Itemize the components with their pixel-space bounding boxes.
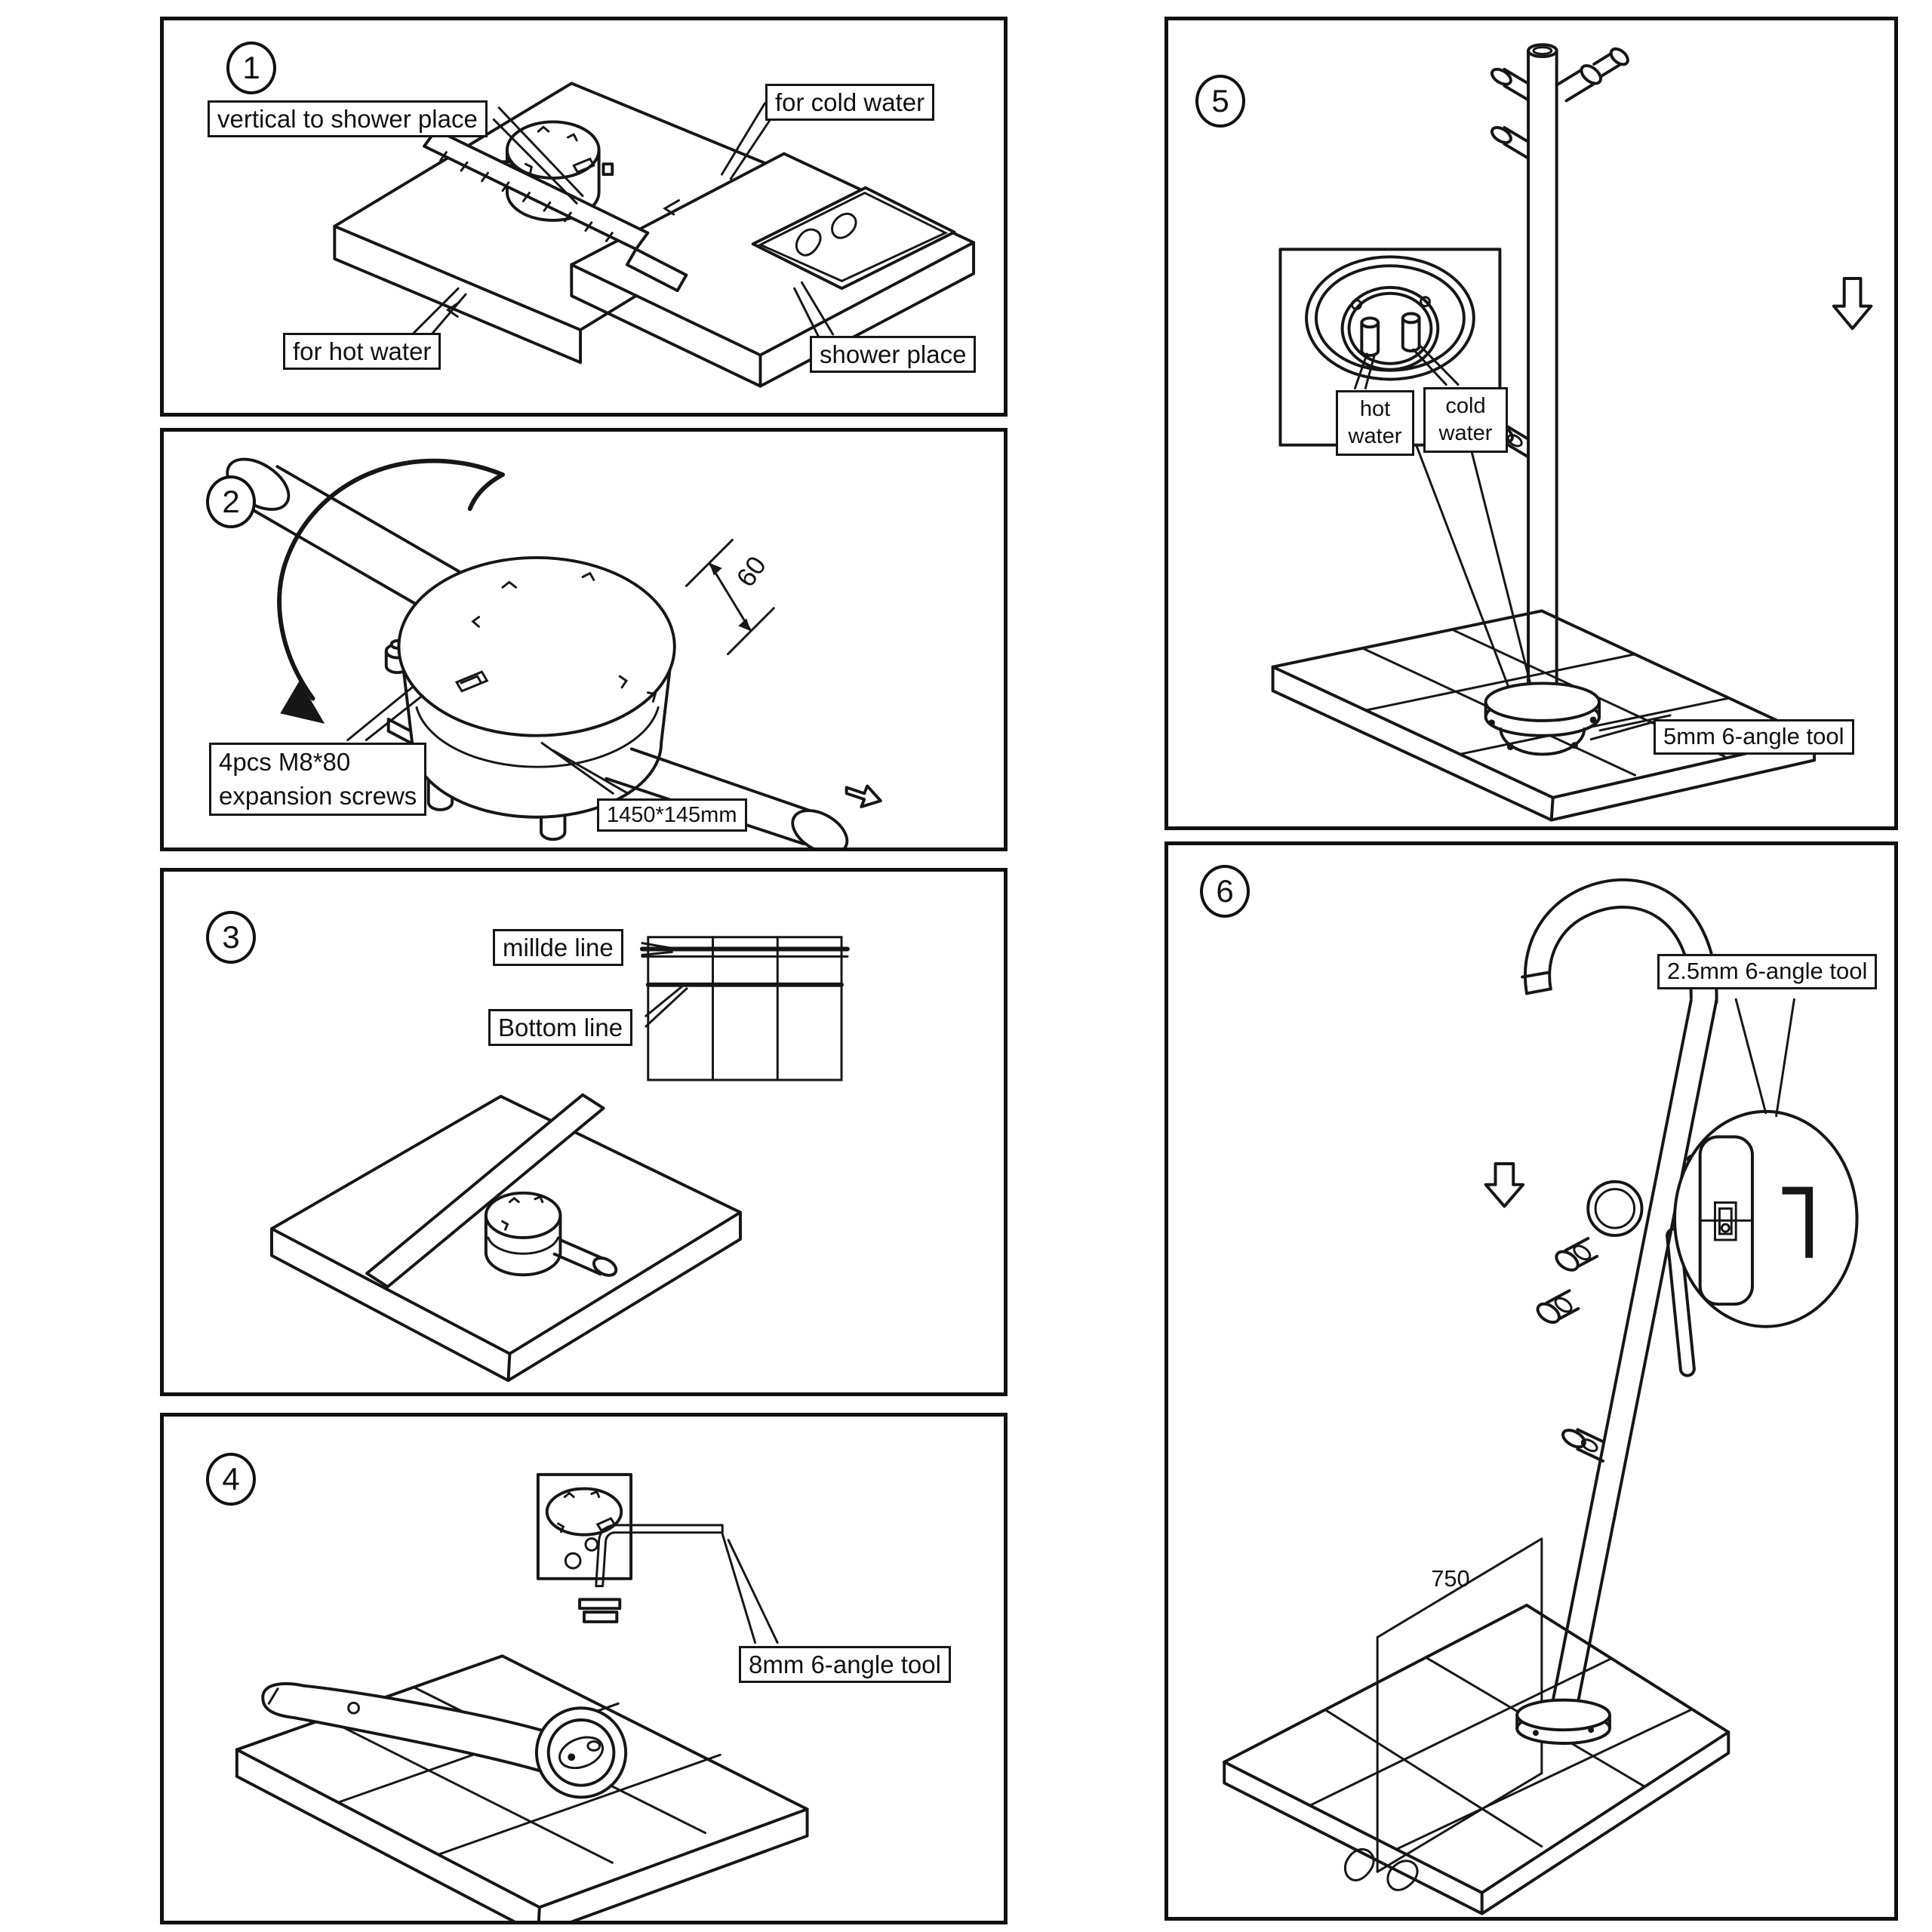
step-number-2 — [206, 475, 256, 528]
base-flange — [1517, 1700, 1610, 1743]
step-number-5-text: 5 — [1211, 83, 1229, 118]
base-platform — [1224, 1605, 1728, 1914]
step-2-panel — [160, 428, 1008, 851]
step6-illustration — [1168, 845, 1894, 1917]
step-number-6 — [1200, 865, 1250, 918]
label-hot-water: hot water — [1336, 390, 1414, 456]
label-for-cold-water: for cold water — [765, 84, 934, 121]
step-number-3-text: 3 — [222, 919, 240, 955]
label-8mm-tool: 8mm 6-angle tool — [739, 1646, 951, 1683]
label-expansion-screws-line2: expansion screws — [219, 781, 417, 810]
step-number-4 — [206, 1453, 256, 1506]
valve-body — [398, 558, 674, 817]
detail-circle-25mm — [1675, 1112, 1857, 1327]
step-4-panel — [160, 1413, 1008, 1924]
step-6-panel — [1164, 841, 1898, 1921]
step-number-6-text: 6 — [1216, 873, 1234, 909]
leader-lines — [1736, 999, 1794, 1115]
down-arrow-icon — [1834, 278, 1871, 328]
down-arrow-icon — [1486, 1164, 1523, 1206]
valve-top-inset — [538, 1475, 631, 1579]
label-25mm-tool: 2.5mm 6-angle tool — [1657, 954, 1877, 989]
step-number-1 — [226, 42, 276, 94]
label-for-hot-water: for hot water — [283, 333, 441, 370]
step-1-panel — [160, 17, 1008, 417]
shower-column — [1522, 880, 1716, 1712]
footprint-right-icon — [1388, 1861, 1417, 1890]
step-5-panel — [1164, 17, 1898, 830]
dimension-750-text: 750 — [1431, 1565, 1470, 1592]
step-3-panel — [160, 868, 1008, 1396]
label-middle-line: millde line — [493, 929, 623, 966]
marking-grid — [642, 937, 848, 1080]
leader-lines — [722, 1534, 777, 1643]
label-shower-place: shower place — [810, 336, 976, 373]
label-vertical-to-shower-place: vertical to shower place — [208, 100, 488, 137]
step-number-2-text: 2 — [222, 484, 240, 519]
step5-illustration — [1168, 20, 1894, 826]
step-number-3 — [206, 911, 256, 964]
dimension-60 — [687, 540, 774, 654]
footprint-left-icon — [1345, 1849, 1374, 1880]
label-plate-size: 1450*145mm — [597, 798, 747, 832]
step-number-5 — [1195, 75, 1245, 128]
label-expansion-screws-line1: 4pcs M8*80 — [219, 748, 351, 776]
step-number-1-text: 1 — [242, 50, 260, 85]
label-expansion-screws — [209, 743, 426, 816]
dimension-60-text: 60 — [731, 551, 773, 592]
label-5mm-tool: 5mm 6-angle tool — [1654, 719, 1854, 755]
step-number-4-text: 4 — [222, 1461, 240, 1497]
cap-part — [580, 1599, 620, 1608]
label-cold-water: cold water — [1423, 387, 1508, 453]
slide-arrow-icon — [847, 786, 881, 807]
label-bottom-line: Bottom line — [488, 1009, 632, 1046]
